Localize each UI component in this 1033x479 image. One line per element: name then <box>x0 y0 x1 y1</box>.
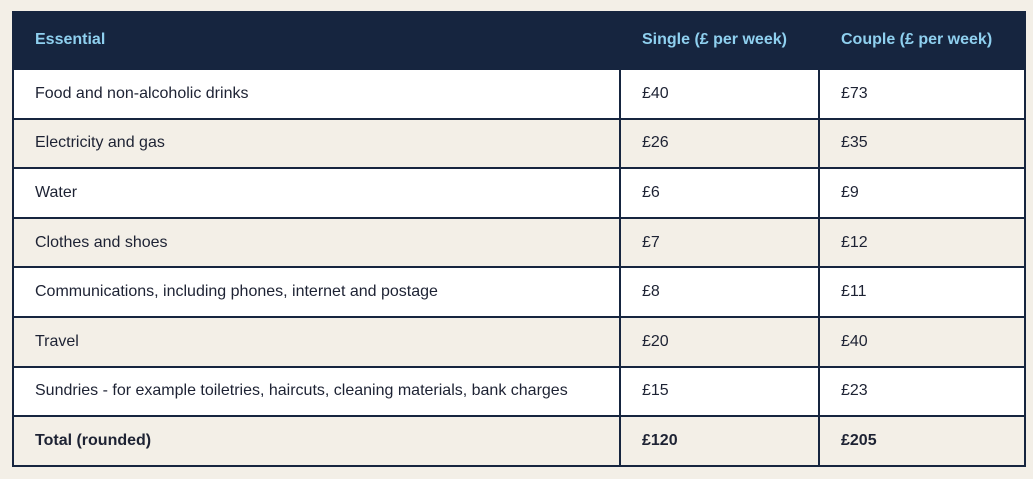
essentials-table-container <box>12 11 1024 467</box>
row-couple-value: £23 <box>819 367 1025 417</box>
header-couple: Couple (£ per week) <box>819 11 1025 69</box>
row-couple-value: £35 <box>819 119 1025 169</box>
essentials-table <box>12 11 1026 467</box>
total-row <box>13 416 1025 466</box>
row-label: Communications, including phones, internet and postage <box>13 267 620 317</box>
row-couple-value: £40 <box>819 317 1025 367</box>
row-single-value: £26 <box>620 119 819 169</box>
row-couple-value: £11 <box>819 267 1025 317</box>
table-row <box>13 367 1025 417</box>
table-row <box>13 119 1025 169</box>
table-row <box>13 218 1025 268</box>
header-row <box>13 11 1025 69</box>
row-single-value: £6 <box>620 168 819 218</box>
row-couple-value: £12 <box>819 218 1025 268</box>
row-label: Clothes and shoes <box>13 218 620 268</box>
total-single-value: £120 <box>620 416 819 466</box>
table-row <box>13 69 1025 119</box>
table-row <box>13 317 1025 367</box>
total-label: Total (rounded) <box>13 416 620 466</box>
table-row <box>13 267 1025 317</box>
row-couple-value: £9 <box>819 168 1025 218</box>
header-essential: Essential <box>13 11 620 69</box>
row-label: Food and non-alcoholic drinks <box>13 69 620 119</box>
row-label: Water <box>13 168 620 218</box>
row-single-value: £40 <box>620 69 819 119</box>
row-couple-value: £73 <box>819 69 1025 119</box>
table-row <box>13 168 1025 218</box>
row-single-value: £7 <box>620 218 819 268</box>
row-label: Sundries - for example toiletries, haircuts, cleaning materials, bank charges <box>13 367 620 417</box>
table-body <box>13 69 1025 466</box>
total-couple-value: £205 <box>819 416 1025 466</box>
table-header <box>13 11 1025 69</box>
row-label: Travel <box>13 317 620 367</box>
row-single-value: £15 <box>620 367 819 417</box>
row-label: Electricity and gas <box>13 119 620 169</box>
header-single: Single (£ per week) <box>620 11 819 69</box>
row-single-value: £8 <box>620 267 819 317</box>
row-single-value: £20 <box>620 317 819 367</box>
